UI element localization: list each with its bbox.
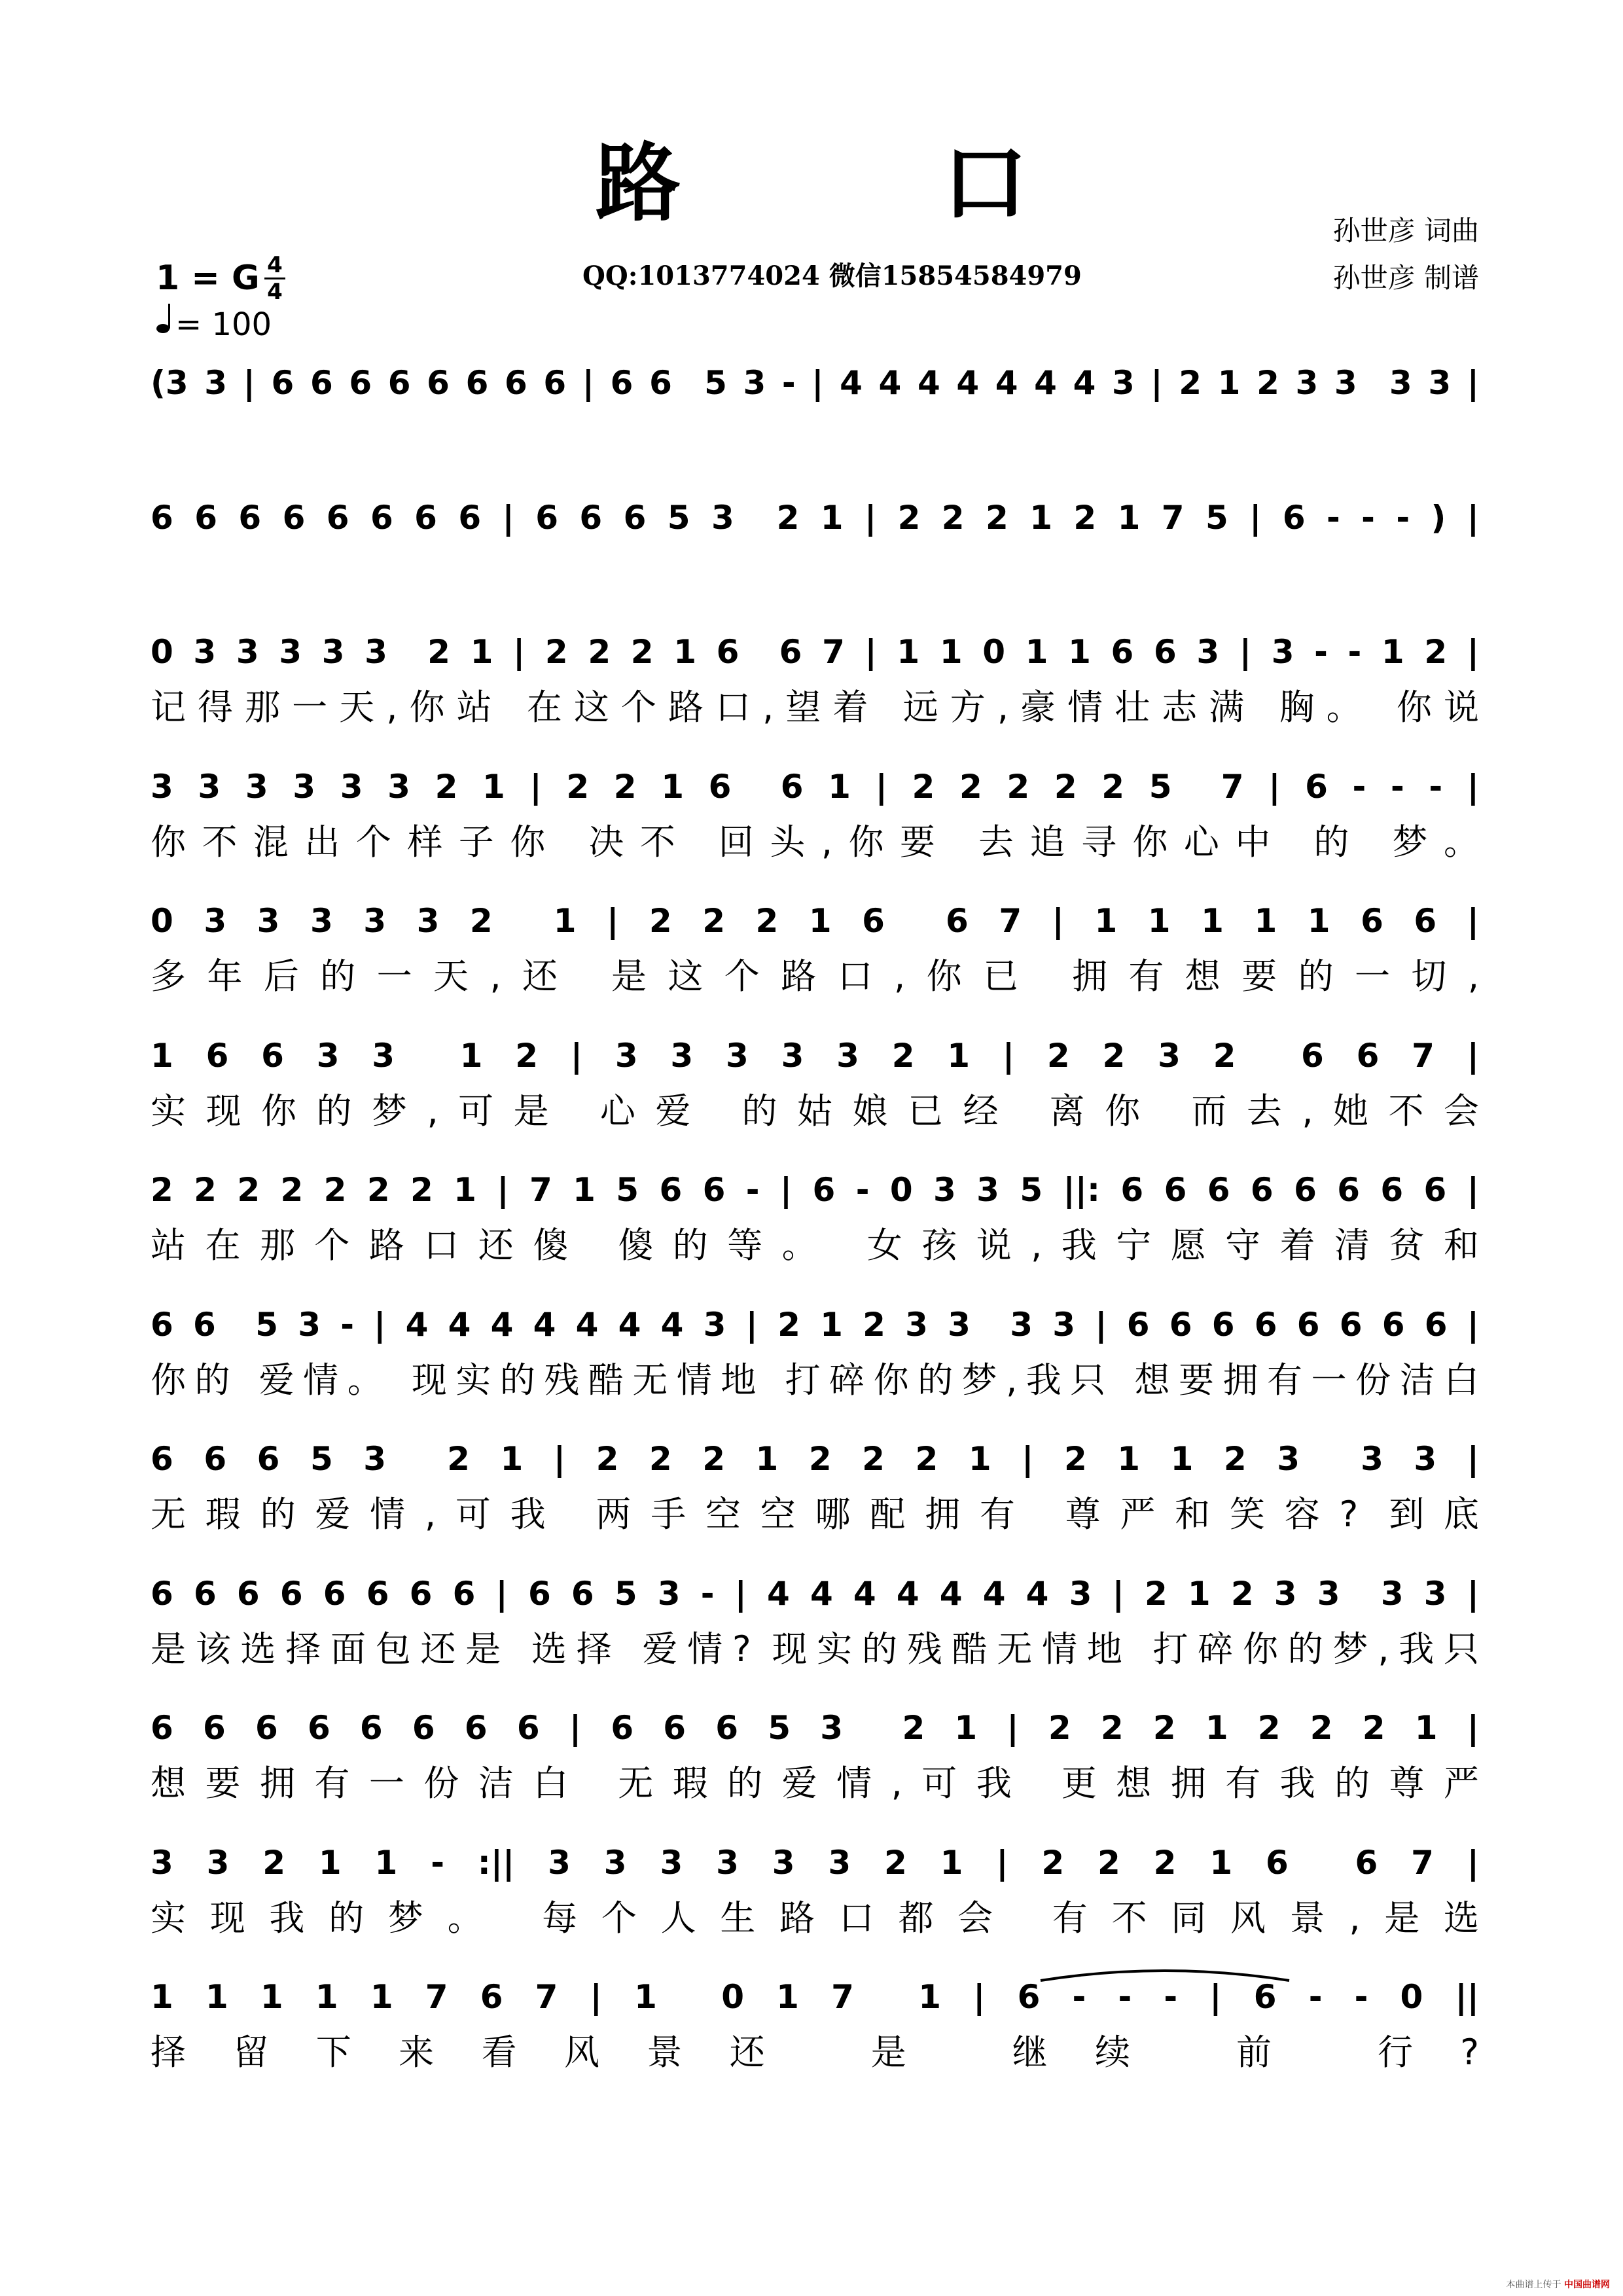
lyrics-line: 是该选择面包还是 选择 爱情? 现实的残酷无情地 打碎你的梦,我只 (151, 1628, 1479, 1670)
notation-line: 6 6 6 6 6 6 6 6 | 6 6 5 3 - | 4 4 4 4 4 4 4 3 | 2 1 2 3 3 3 3 | (151, 1575, 1479, 1613)
lyrics-line: 想要拥有一份洁白 无瑕的爱情,可我 更想拥有我的尊严 (151, 1763, 1479, 1804)
notation-line: 1 1 1 1 1 7 6 7 | 1 0 1 7 1 | 6 - - - | 6 - - 0 || (151, 1978, 1479, 2016)
score-row (151, 1429, 1479, 1570)
contact-info: QQ:1013774024 微信15854584979 (582, 260, 1082, 291)
notation-line: 6 6 6 6 6 6 6 6 | 6 6 6 5 3 2 1 | 2 2 2 1 2 2 2 1 | (151, 1709, 1479, 1747)
score-row (151, 891, 1479, 1032)
credit-score: 孙世彦 制谱 (1332, 262, 1479, 294)
footer-watermark (1507, 2278, 1610, 2291)
score-row (151, 353, 1479, 494)
lyrics-line: 记得那一天,你站 在这个路口,望着 远方,豪情壮志满 胸。 你说 (151, 687, 1479, 728)
notation-line: 2 2 2 2 2 2 2 1 | 7 1 5 6 6 - | 6 - 0 3 3 5 ||: 6 6 6 6 6 6 6 6 | (151, 1171, 1479, 1209)
lyrics-line: 无瑕的爱情,可我 两手空空哪配拥有 尊严和笑容? 到底 (151, 1494, 1479, 1535)
lyrics-line: 站在那个路口还傻 傻的等。 女孩说,我宁愿守着清贫和 (151, 1225, 1479, 1266)
notation-line: (3 3 | 6 6 6 6 6 6 6 6 | 6 6 5 3 - | 4 4 4 4 4 4 4 3 | 2 1 2 3 3 3 3 | (151, 364, 1479, 402)
footer-brand: 中国曲谱网 (1564, 2280, 1610, 2290)
notation-line: 6 6 6 6 6 6 6 6 | 6 6 6 5 3 2 1 | 2 2 2 1 2 1 7 5 | 6 - - - ) | (151, 499, 1479, 537)
footer-uploader: 本曲谱上传于 (1506, 2280, 1561, 2290)
quarter-note-icon (156, 302, 175, 343)
lyrics-line: 实现我的梦。 每个人生路口都会 有不同风景,是选 (151, 1897, 1479, 1939)
lyrics-line: 多年后的一天,还 是这个路口,你已 拥有想要的一切, (151, 956, 1479, 997)
lyrics-line: 你不混出个样子你 决不 回头,你要 去追寻你心中 的 梦。 (151, 821, 1479, 863)
score-row (151, 622, 1479, 763)
page-title: 路口 (595, 133, 1289, 233)
time-signature (263, 253, 287, 304)
notation-line: 3 3 2 1 1 - :|| 3 3 3 3 3 3 2 1 | 2 2 2 1 6 6 7 | (151, 1844, 1479, 1882)
lyrics-line: 实现你的梦,可是 心爱 的姑娘已经 离你 而去,她不会 (151, 1090, 1479, 1132)
time-numerator: 4 (267, 252, 283, 278)
credit-lyrics-music: 孙世彦 词曲 (1332, 215, 1479, 247)
score-row (151, 757, 1479, 898)
notation-line: 0 3 3 3 3 3 2 1 | 2 2 2 1 6 6 7 | 1 1 1 1 1 6 6 | (151, 902, 1479, 940)
lyrics-line: 你的 爱情。 现实的残酷无情地 打碎你的梦,我只 想要拥有一份洁白 (151, 1359, 1479, 1401)
score-row (151, 488, 1479, 629)
score-row (151, 1295, 1479, 1436)
lyrics-line: 择留下来看风景还 是 继续 前 行? (151, 2032, 1479, 2073)
tempo-marking (156, 302, 272, 343)
score-row (151, 1026, 1479, 1167)
score-row (151, 1160, 1479, 1301)
score-row (151, 1967, 1479, 2108)
notation-line: 1 6 6 3 3 1 2 | 3 3 3 3 3 2 1 | 2 2 3 2 6 6 7 | (151, 1037, 1479, 1075)
tempo-value: = 100 (175, 306, 272, 343)
notation-line: 3 3 3 3 3 3 2 1 | 2 2 1 6 6 1 | 2 2 2 2 2 5 7 | 6 - - - | (151, 768, 1479, 806)
time-denominator: 4 (267, 279, 283, 305)
score-row (151, 1564, 1479, 1705)
score-row (151, 1833, 1479, 1974)
score-row (151, 1698, 1479, 1839)
notation-line: 0 3 3 3 3 3 2 1 | 2 2 2 1 6 6 7 | 1 1 0 1 1 6 6 3 | 3 - - 1 2 | (151, 633, 1479, 671)
notation-line: 6 6 5 3 - | 4 4 4 4 4 4 4 3 | 2 1 2 3 3 3 3 | 6 6 6 6 6 6 6 6 | (151, 1306, 1479, 1344)
notation-line: 6 6 6 5 3 2 1 | 2 2 2 1 2 2 2 1 | 2 1 1 2 3 3 3 | (151, 1440, 1479, 1478)
key-signature: 1 = G (156, 259, 260, 298)
